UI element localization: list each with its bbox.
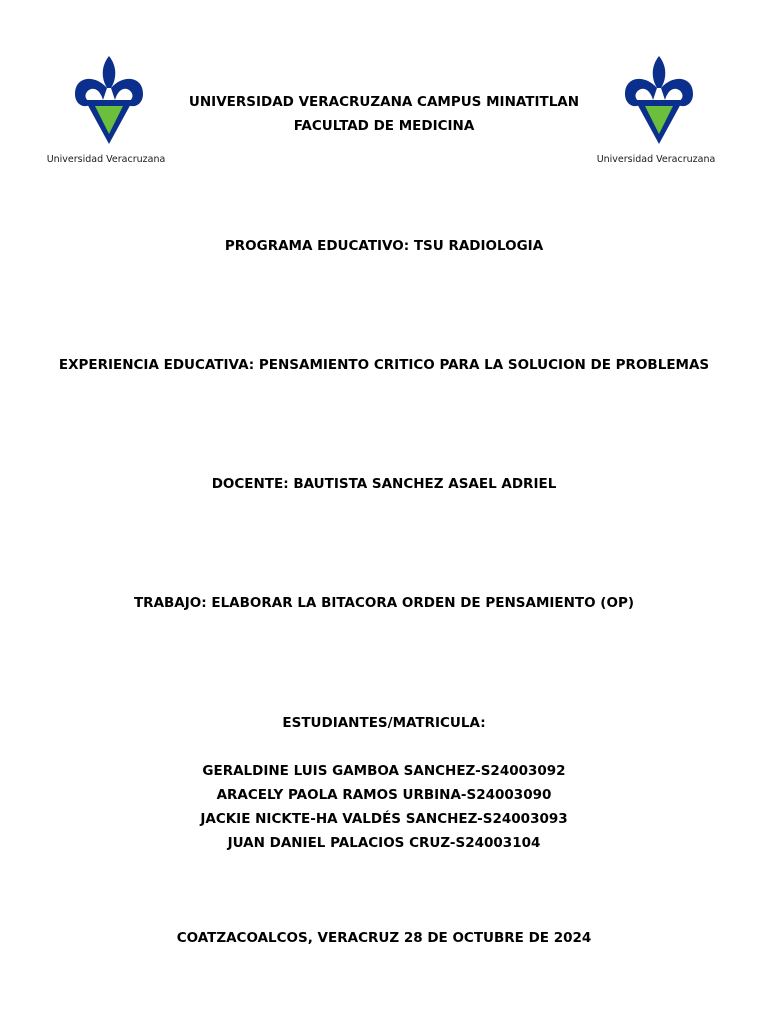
experience-title: EXPERIENCIA EDUCATIVA: PENSAMIENTO CRITICO PARA LA SOLUCION DE PROBLEMAS bbox=[58, 357, 710, 373]
teacher-name: DOCENTE: BAUTISTA SANCHEZ ASAEL ADRIEL bbox=[211, 476, 557, 492]
logo-caption: Universidad Veracruzana bbox=[596, 154, 716, 165]
logo-caption: Universidad Veracruzana bbox=[46, 154, 166, 165]
faculty-name: FACULTAD DE MEDICINA bbox=[293, 118, 475, 134]
place-date: COATZACOALCOS, VERACRUZ 28 DE OCTUBRE DE 2024 bbox=[176, 930, 592, 946]
student-item: ARACELY PAOLA RAMOS URBINA-S24003090 bbox=[216, 787, 552, 803]
student-item: JACKIE NICKTE-HA VALDÉS SANCHEZ-S24003093 bbox=[200, 811, 568, 827]
university-name: UNIVERSIDAD VERACRUZANA CAMPUS MINATITLAN bbox=[188, 94, 580, 110]
program-title: PROGRAMA EDUCATIVO: TSU RADIOLOGIA bbox=[224, 238, 544, 254]
student-item: GERALDINE LUIS GAMBOA SANCHEZ-S24003092 bbox=[202, 763, 566, 779]
assignment-title: TRABAJO: ELABORAR LA BITACORA ORDEN DE PENSAMIENTO (OP) bbox=[133, 595, 635, 611]
student-item: JUAN DANIEL PALACIOS CRUZ-S24003104 bbox=[227, 835, 541, 851]
students-heading: ESTUDIANTES/MATRICULA: bbox=[282, 715, 486, 731]
